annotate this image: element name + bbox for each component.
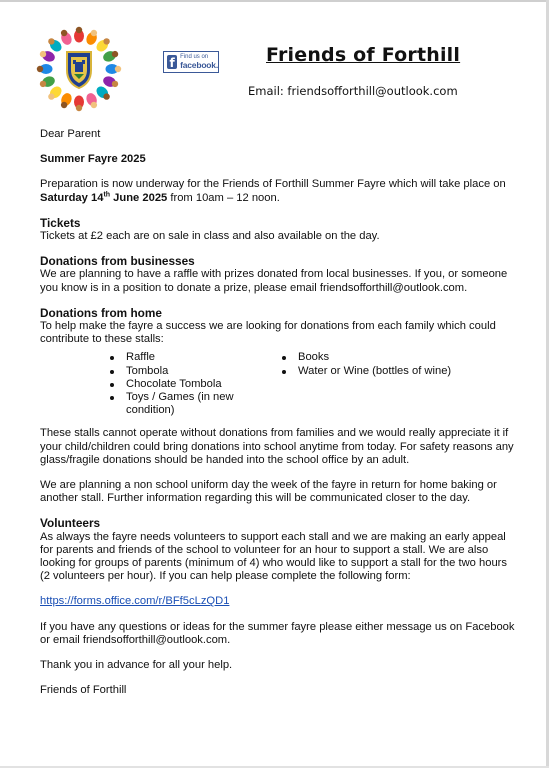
volunteer-form-link[interactable]: https://forms.office.com/r/BFf5cLzQD1 xyxy=(40,595,230,608)
header-email: Email: friendsofforthill@outlook.com xyxy=(248,84,458,98)
event-time: from 10am – 12 noon. xyxy=(167,191,280,204)
list-item: Raffle xyxy=(108,351,258,364)
list-item: Books xyxy=(280,351,480,364)
volunteers-text: As always the fayre needs volunteers to support each stall and we are making an early appeal for parents and friends of the school to volunteer for an hour to support a stall. We are also looking for groups of parents (minimum of 4) who would like to support a stall for the two hours (2 volunteers per hour). If you can help please complete the following form: xyxy=(40,530,507,583)
list-item: Water or Wine (bottles of wine) xyxy=(280,365,480,378)
signoff: Friends of Forthill xyxy=(40,684,127,697)
stalls-list-right xyxy=(280,351,480,377)
intro-text: Preparation is now underway for the Friends of Forthill Summer Fayre which will take place on xyxy=(40,178,506,191)
tickets-heading: Tickets xyxy=(40,215,81,230)
tickets-text: Tickets at £2 each are on sale in class and also available on the day. xyxy=(40,230,380,243)
list-item: Chocolate Tombola xyxy=(108,378,258,391)
business-donations-text: We are planning to have a raffle with prizes donated from local businesses. If you, or someone you know is in a position to donate a prize, please email friendsofforthill@outlook.com. xyxy=(40,268,508,294)
business-donations-heading: Donations from businesses xyxy=(40,254,195,269)
stalls-list xyxy=(40,351,520,417)
greeting: Dear Parent xyxy=(40,128,101,140)
school-crest-logo-icon xyxy=(36,26,122,112)
event-date: Saturday 14th June 2025 xyxy=(40,190,168,204)
stalls-note: These stalls cannot operate without donations from families and we would really appreciate it if your child/children could bring donations into school anytime from today. For safety reasons any glass/fragile donations should be handed into the school office by an adult. xyxy=(40,427,514,466)
list-item: Toys / Games (in new condition) xyxy=(108,391,258,417)
form-link-paragraph xyxy=(40,595,520,608)
questions-paragraph: If you have any questions or ideas for the summer fayre please either message us on Facebook or email friendsofforthill@outlook.com. xyxy=(40,620,515,646)
letter-body xyxy=(40,128,520,697)
home-donations-heading: Donations from home xyxy=(40,305,162,320)
stalls-list-left xyxy=(108,351,258,417)
uniform-note: We are planning a non school uniform day the week of the fayre in return for home baking or another stall. Further information regarding this will be communicated closer to the day. xyxy=(40,479,497,505)
facebook-badge-text xyxy=(180,54,218,70)
page-edge-top xyxy=(0,0,549,2)
facebook-f-icon: f xyxy=(167,55,177,69)
page-title: Friends of Forthill xyxy=(266,44,461,66)
home-donations-text: To help make the fayre a success we are looking for donations from each family which could contribute to these stalls: xyxy=(40,320,496,346)
facebook-find-us-badge[interactable] xyxy=(163,51,219,73)
volunteers-heading: Volunteers xyxy=(40,516,101,531)
letter-heading: Summer Fayre 2025 xyxy=(40,153,146,166)
facebook-find-us-text: Find us on xyxy=(180,54,209,60)
list-item: Tombola xyxy=(108,365,258,378)
intro-paragraph xyxy=(40,178,520,204)
thanks-line: Thank you in advance for all your help. xyxy=(40,659,233,672)
facebook-brand-text: facebook. xyxy=(180,60,218,70)
